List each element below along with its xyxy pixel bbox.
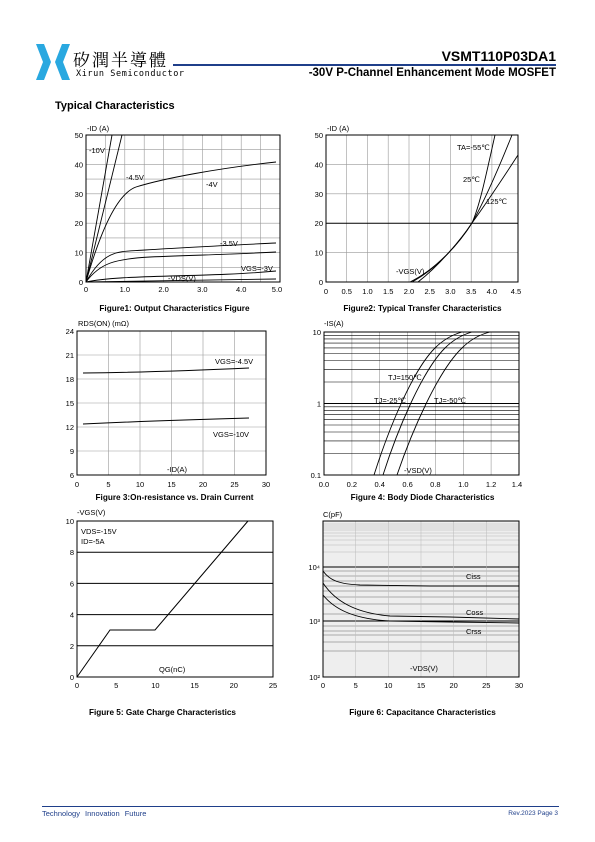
fig4-label-n50c: TJ=-50℃ [434,396,466,405]
fig4-xtick: 0.8 [430,480,441,489]
fig1-label-3p5v: -3.5V [220,239,238,248]
figure-2-transfer-characteristics [300,120,532,300]
part-number: VSMT110P03DA1 [441,48,556,64]
fig5-xtick: 15 [190,681,199,690]
fig6-label-ciss: Ciss [466,572,481,581]
section-title: Typical Characteristics [55,100,175,112]
brand-name-en: Xirun Semiconductor [76,69,185,79]
fig1-xlabel: -VDS(V) [168,274,196,283]
fig5-xtick: 5 [114,681,119,690]
fig1-ytick: 40 [74,160,83,170]
fig1-xtick: 2.0 [158,285,169,294]
fig2-label-25c: 25℃ [463,175,480,184]
fig3-ytick: 9 [69,447,74,456]
fig1-ytick: 0 [78,278,83,287]
fig4-xtick: 1.0 [458,480,469,489]
fig2-ytick: 20 [314,219,323,229]
fig3-xtick: 15 [167,480,176,489]
figure-4-caption: Figure 4: Body Diode Characteristics [350,493,495,502]
fig5-label-vds: VDS=-15V [81,527,117,536]
fig4-ylabel: -IS(A) [324,319,344,328]
fig1-ytick: 20 [74,219,83,229]
fig6-label-crss: Crss [466,627,482,636]
fig1-xtick: 5.0 [271,285,283,294]
fig5-ytick: 10 [65,517,74,526]
fig2-ytick: 0 [318,278,323,287]
fig3-label-10v: VGS=-10V [213,430,250,439]
brand-name-cn: 矽潤半導體 [73,51,168,71]
fig4-xtick: 0.2 [346,480,358,489]
fig2-xtick: 4.0 [486,287,498,296]
fig3-ytick: 21 [65,351,74,360]
fig3-xtick: 25 [230,480,239,489]
figure-6-caption: Figure 6: Capacitance Characteristics [349,708,496,717]
fig5-ytick: 4 [69,610,74,620]
footer-slogan: Technology Innovation Future [42,809,147,818]
fig4-ytick: 0.1 [310,471,321,480]
fig6-xtick: 5 [353,681,358,690]
fig6-xtick: 30 [514,681,524,690]
fig4-xtick: 0.4 [374,480,385,489]
figure-3-caption: Figure 3:On-resistance vs. Drain Current [95,493,254,502]
fig1-ytick: 30 [74,189,83,199]
fig2-xtick: 2.5 [424,287,435,296]
header-divider [173,64,556,66]
fig5-ytick: 0 [69,673,74,682]
fig6-xtick: 20 [449,681,458,690]
figure-3-on-resistance [55,316,295,492]
fig2-ytick: 30 [314,189,323,199]
fig5-xtick: 25 [268,681,278,690]
fig2-xtick: 2.0 [403,287,415,296]
fig6-xtick: 15 [416,681,426,690]
fig2-ytick: 10 [314,248,323,258]
fig4-xtick: 0.6 [402,480,413,489]
fig2-xtick: 4.5 [510,287,522,296]
fig3-ylabel: RDS(ON) (mΩ) [78,319,130,328]
fig1-label-10v: -10V [89,146,105,155]
fig6-xtick: 10 [384,681,393,690]
fig2-ytick: 50 [314,131,323,140]
fig1-ytick: 10 [74,248,83,258]
figure-1-output-characteristics [60,120,292,300]
footer-divider [42,806,559,807]
fig6-label-coss: Coss [466,608,484,617]
fig3-ytick: 24 [65,327,74,336]
fig2-label-125c: 125℃ [486,197,507,206]
fig6-ytick: 10³ [309,617,320,626]
fig3-ytick: 15 [65,399,74,408]
figure-4-body-diode [300,316,532,492]
fig6-ytick: 10² [309,673,320,682]
fig5-xtick: 10 [151,681,160,690]
fig4-label-n25c: TJ=-25℃ [374,396,406,405]
fig3-ytick: 6 [69,471,74,480]
fig3-xtick: 20 [198,480,208,489]
fig5-ytick: 2 [69,641,74,651]
fig3-xlabel: -ID(A) [167,465,187,474]
fig5-ytick: 6 [69,579,74,589]
fig5-xtick: 20 [229,681,238,690]
fig3-ytick: 12 [65,423,74,432]
fig2-xtick: 1.5 [382,287,394,296]
fig1-xtick: 3.0 [197,285,208,294]
fig2-xlabel: -VGS(V) [396,267,425,276]
fig3-ytick: 18 [65,375,74,384]
fig6-ylabel: C(pF) [323,510,343,519]
fig3-label-4p5v: VGS=-4.5V [215,357,254,366]
fig2-xtick: 0.5 [341,287,352,296]
fig6-xlabel: -VDS(V) [410,664,438,673]
fig3-xtick: 0 [74,480,80,489]
footer-page-info: Rev.2023 Page 3 [508,810,558,817]
fig2-label-55c: TA=-55℃ [457,143,490,152]
fig1-ytick: 50 [74,131,83,140]
fig1-xtick: 0 [83,285,89,294]
fig4-xtick: 0.0 [318,480,330,489]
fig2-xtick: 0 [323,287,329,296]
fig5-ytick: 8 [69,548,74,558]
fig4-ytick: 10 [312,328,321,337]
fig1-label-3v: VGS=-3V [241,264,273,273]
fig5-ylabel: -VGS(V) [77,508,106,517]
fig4-label-150c: TJ=150℃ [388,373,422,382]
fig4-xlabel: -VSD(V) [404,466,432,475]
fig4-xtick: 1.4 [511,480,523,489]
fig1-xtick: 1.0 [119,285,131,294]
fig5-xtick: 0 [74,681,80,690]
fig3-xtick: 10 [135,480,145,489]
fig5-xlabel: QG(nC) [159,665,186,674]
fig1-xtick: 4.0 [235,285,247,294]
fig2-ytick: 40 [314,160,323,170]
fig3-xtick: 30 [261,480,271,489]
fig6-ytick: 10⁴ [308,563,320,572]
fig2-xtick: 3.5 [465,287,477,296]
fig2-xtick: 3.0 [445,287,456,296]
figure-6-capacitance [300,505,532,693]
document-subtitle: -30V P-Channel Enhancement Mode MOSFET [308,67,556,79]
figure-2-caption: Figure2: Typical Transfer Characteristics [343,304,502,313]
fig6-xtick: 25 [482,681,491,690]
figure-5-gate-charge [52,505,288,693]
fig5-label-id: ID=-5A [81,537,105,546]
fig1-label-4p5v: -4.5V [126,173,144,182]
fig1-ylabel: -ID (A) [87,124,110,133]
fig2-ylabel: -ID (A) [327,124,350,133]
figure-5-caption: Figure 5: Gate Charge Characteristics [89,708,236,717]
fig4-xtick: 1.2 [485,480,497,489]
company-logo [36,44,70,80]
fig2-xtick: 1.0 [362,287,373,296]
fig6-xtick: 0 [320,681,326,690]
figure-1-caption: Figure1: Output Characteristics Figure [99,304,250,313]
fig3-xtick: 5 [106,480,111,489]
fig4-ytick: 1 [316,399,321,409]
fig1-label-4v: -4V [206,180,218,189]
